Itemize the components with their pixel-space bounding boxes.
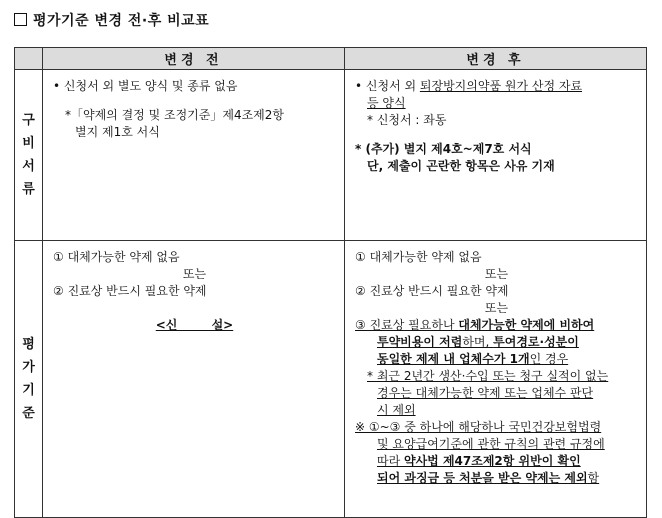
category-char: 서 [22,159,35,174]
text-span: 따라 [377,454,404,468]
documents-before-cell [43,70,345,241]
text-line: ① 대체가능한 약제 없음 [355,250,482,264]
category-char: 평 [22,337,35,352]
text-line: 별지 제1호 서식 [75,125,160,139]
text-line: 또는 [484,301,509,315]
bold-text: 대체가능한 약제에 비하여 [458,318,595,332]
category-documents [15,70,43,241]
documents-after-cell [345,70,647,241]
text-line [355,351,638,368]
text-line: * 신청서 : 좌동 [367,113,447,127]
category-char: 구 [22,113,35,128]
category-char: 기 [22,383,35,398]
text-line: ① 대체가능한 약제 없음 [53,250,180,264]
page-title-text: 평가기준 변경 전·후 비교표 [33,13,210,29]
text-line [355,95,638,112]
text-line: • 신청서 외 별도 양식 및 종류 없음 [53,79,238,93]
text-span: 인 경우 [529,352,569,366]
text-line: 단, 제출이 곤란한 항목은 사유 기재 [367,159,555,173]
text-line: * (추가) 별지 제4호~제7호 서식 [355,142,532,156]
text-line: ② 진료상 반드시 필요한 약제 [53,284,207,298]
text-line: * 최근 2년간 생산·수입 또는 청구 실적이 없는 [367,369,609,383]
text-span: 국민건강보험법령 [508,420,602,434]
text-line: ② 진료상 반드시 필요한 약제 [355,284,509,298]
text-span: 하며, [462,335,494,349]
bold-text: 투약비용이 저렴 [377,335,463,349]
category-char: 류 [22,182,35,197]
table-row-criteria [15,241,647,518]
bold-text: 약사법 제47조제2항 위반이 확인 [404,454,581,468]
bold-text: 되어 과징금 등 처분을 받은 약제는 제외 [377,471,588,485]
text-line [355,78,638,95]
text-line [355,334,638,351]
table-row-documents [15,70,647,241]
bold-text: 투여경로·성분이 [493,335,579,349]
category-char: 비 [22,136,35,151]
text-line [355,470,638,487]
criteria-after-cell [345,241,647,518]
text-line [355,419,638,436]
text-line: 시 제외 [377,403,416,417]
text-span: 함 [587,471,600,485]
underlined-text: 퇴장방지의약품 원가 산정 자료 [419,79,583,93]
header-blank [15,48,43,70]
text-line [355,317,638,334]
text-line [355,453,638,470]
text-span: • 신청서 외 [355,79,420,93]
category-char: 가 [22,360,35,375]
bold-text: 동일한 제제 내 업체수가 1개 [377,352,530,366]
category-char: 준 [22,406,35,421]
text-line: *「약제의 결정 및 조정기준」제4조제2항 [65,108,285,122]
text-line: 경우는 대체가능한 약제 또는 업체수 판단 [377,386,594,400]
header-row [15,48,647,70]
text-line: 또는 [182,267,207,281]
category-label [15,109,42,201]
category-label [15,333,42,425]
text-span: ※ ①~③ 중 하나에 해당하나 [355,420,509,434]
text-span: ③ 진료상 필요하나 [355,318,459,332]
new-establishment-label: <신 설> [155,318,234,332]
checkbox-square-icon [14,13,27,26]
header-after: 변경 후 [345,48,647,70]
criteria-before-cell [43,241,345,518]
category-criteria [15,241,43,518]
text-line: 및 요양급여기준에 관한 규칙의 관련 규정에 [377,437,605,451]
header-before: 변경 전 [43,48,345,70]
comparison-table [14,47,647,518]
page-title [14,10,209,30]
text-line: 또는 [484,267,509,281]
underlined-text: 등 양식 [367,96,406,110]
